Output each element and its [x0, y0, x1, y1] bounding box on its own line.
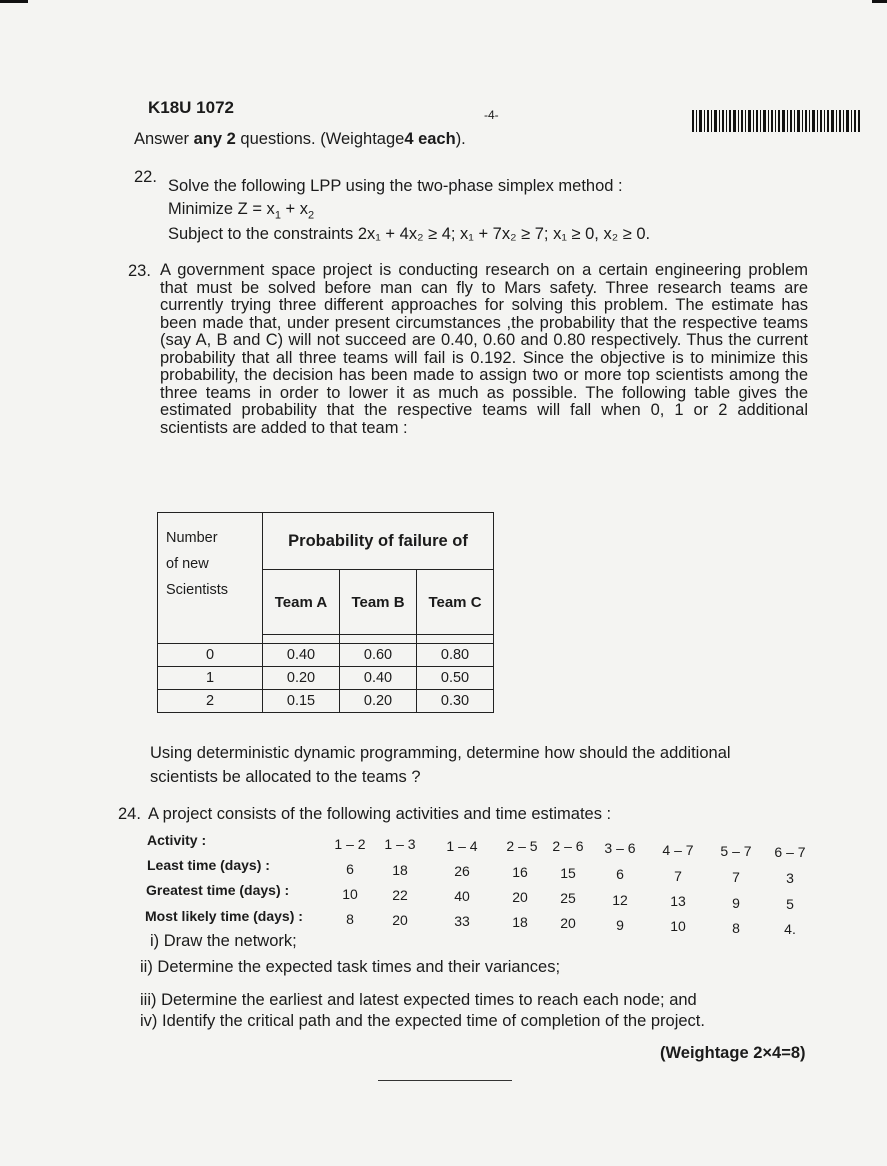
greatest-time-cell: 20	[512, 889, 528, 905]
scientists-count: 2	[158, 690, 263, 713]
question-23-closing-1: Using deterministic dynamic programming, determine how should the additional	[150, 744, 731, 762]
question-24-weightage: (Weightage 2×4=8)	[660, 1044, 806, 1062]
activity-cell: 5 – 7	[720, 843, 752, 859]
greatest-time-cell: 25	[560, 890, 576, 906]
activity-cell: 1 – 3	[384, 836, 416, 852]
part-iv: iv) Identify the critical path and the expected time of completion of the project.	[140, 1012, 705, 1030]
most-likely-cell: 18	[512, 914, 528, 930]
least-time-cell: 7	[674, 868, 682, 884]
scientists-header-line: of new	[166, 556, 209, 572]
question-22-text: Solve the following LPP using the two-phase simplex method :	[168, 177, 623, 195]
table-row	[158, 667, 494, 690]
most-likely-cell: 33	[454, 913, 470, 929]
team-b-value: 0.60	[340, 644, 417, 667]
instructions-line	[134, 130, 466, 149]
team-a-value: 0.40	[263, 644, 340, 667]
team-c-header: Team C	[417, 570, 494, 635]
team-c-value: 0.30	[417, 690, 494, 713]
question-22-objective	[168, 200, 314, 224]
paper-code: K18U 1072	[148, 98, 235, 117]
instructions-weight: 4 each	[404, 130, 456, 148]
scientists-header-line: Number	[166, 530, 218, 546]
instructions-pre: Answer	[134, 130, 190, 148]
team-c-value: 0.50	[417, 667, 494, 690]
most-likely-cell: 4.	[784, 921, 796, 937]
team-b-value: 0.40	[340, 667, 417, 690]
instructions-mid: questions. (Weightage	[240, 130, 405, 148]
activity-cell: 1 – 2	[334, 836, 366, 852]
probability-group-header: Probability of failure of	[263, 513, 494, 570]
probability-table	[157, 512, 494, 713]
greatest-time-label: Greatest time (days) :	[146, 882, 290, 898]
page-number: -4-	[484, 108, 499, 122]
activity-cell: 2 – 5	[506, 838, 538, 854]
most-likely-cell: 9	[616, 917, 624, 933]
least-time-cell: 7	[732, 869, 740, 885]
question-23-number: 23.	[128, 262, 151, 280]
greatest-time-cell: 9	[732, 895, 740, 911]
scientists-header-line: Scientists	[166, 582, 229, 598]
activity-cell: 3 – 6	[604, 840, 636, 856]
team-c-value: 0.80	[417, 644, 494, 667]
least-time-cell: 3	[786, 870, 794, 886]
part-ii: ii) Determine the expected task times and their variances;	[140, 958, 561, 976]
least-time-cell: 16	[512, 864, 528, 880]
activity-cell: 1 – 4	[446, 838, 478, 854]
activity-cell: 2 – 6	[552, 838, 584, 854]
scan-edge-mark	[872, 0, 887, 3]
least-time-label: Least time (days) :	[147, 857, 270, 873]
greatest-time-cell: 22	[392, 887, 408, 903]
most-likely-cell: 8	[346, 911, 354, 927]
greatest-time-cell: 13	[670, 893, 686, 909]
activity-label: Activity :	[147, 832, 207, 848]
team-a-value: 0.15	[263, 690, 340, 713]
scientists-header	[158, 513, 263, 644]
barcode-image	[692, 110, 860, 132]
most-likely-cell: 20	[560, 915, 576, 931]
sub-2: 2	[308, 209, 315, 222]
team-b-header: Team B	[340, 570, 417, 635]
team-a-header: Team A	[263, 570, 340, 635]
scan-edge-mark	[0, 0, 28, 3]
scientists-count: 0	[158, 644, 263, 667]
end-rule	[378, 1080, 512, 1081]
question-24-intro: A project consists of the following activities and time estimates :	[148, 805, 612, 823]
most-likely-label: Most likely time (days) :	[145, 908, 303, 924]
question-24-number: 24.	[118, 805, 141, 823]
least-time-cell: 18	[392, 862, 408, 878]
least-time-cell: 6	[616, 866, 624, 882]
table-row	[158, 690, 494, 713]
team-a-value: 0.20	[263, 667, 340, 690]
table-row	[158, 644, 494, 667]
scientists-count: 1	[158, 667, 263, 690]
sub-1: 1	[274, 209, 281, 222]
objective-mid: + x	[280, 200, 308, 218]
greatest-time-cell: 10	[342, 886, 358, 902]
greatest-time-cell: 40	[454, 888, 470, 904]
activity-cell: 6 – 7	[774, 844, 806, 860]
part-iii: iii) Determine the earliest and latest expected times to reach each node; and	[140, 991, 697, 1009]
part-i: i) Draw the network;	[150, 932, 297, 950]
question-23-paragraph: A government space project is conducting research on a certain engineering problem that must be solved before man can fly to Mars safety. Three research teams are currently trying three different approaches for solving this problem. The estimate has been made that, under present circumstances ,the probability that the respective teams (say A, B and C) will not succeed are 0.40, 0.60 and 0.80 respectively. Thus the current probability that all three teams will fail is 0.192. Since the objective is to minimize this probability, the decision has been made to assign two or more top scientists among the three teams in order to lower it as much as possible. The following table gives the estimated probability that the respective teams will fall when 0, 1 or 2 additional scientists are added to that team :	[160, 261, 808, 437]
team-b-value: 0.20	[340, 690, 417, 713]
greatest-time-cell: 5	[786, 896, 794, 912]
question-22-constraints: Subject to the constraints 2x₁ + 4x₂ ≥ 4; x₁ + 7x₂ ≥ 7; x₁ ≥ 0, x₂ ≥ 0.	[168, 225, 651, 243]
objective-pre: Minimize Z = x	[168, 200, 275, 218]
most-likely-cell: 20	[392, 912, 408, 928]
activity-cell: 4 – 7	[662, 842, 694, 858]
greatest-time-cell: 12	[612, 892, 628, 908]
least-time-cell: 15	[560, 865, 576, 881]
least-time-cell: 26	[454, 863, 470, 879]
question-23-closing-2: scientists be allocated to the teams ?	[150, 768, 421, 786]
most-likely-cell: 10	[670, 918, 686, 934]
instructions-count: any 2	[193, 130, 236, 148]
question-22-number: 22.	[134, 168, 157, 186]
least-time-cell: 6	[346, 861, 354, 877]
most-likely-cell: 8	[732, 920, 740, 936]
instructions-post: ).	[455, 130, 466, 148]
